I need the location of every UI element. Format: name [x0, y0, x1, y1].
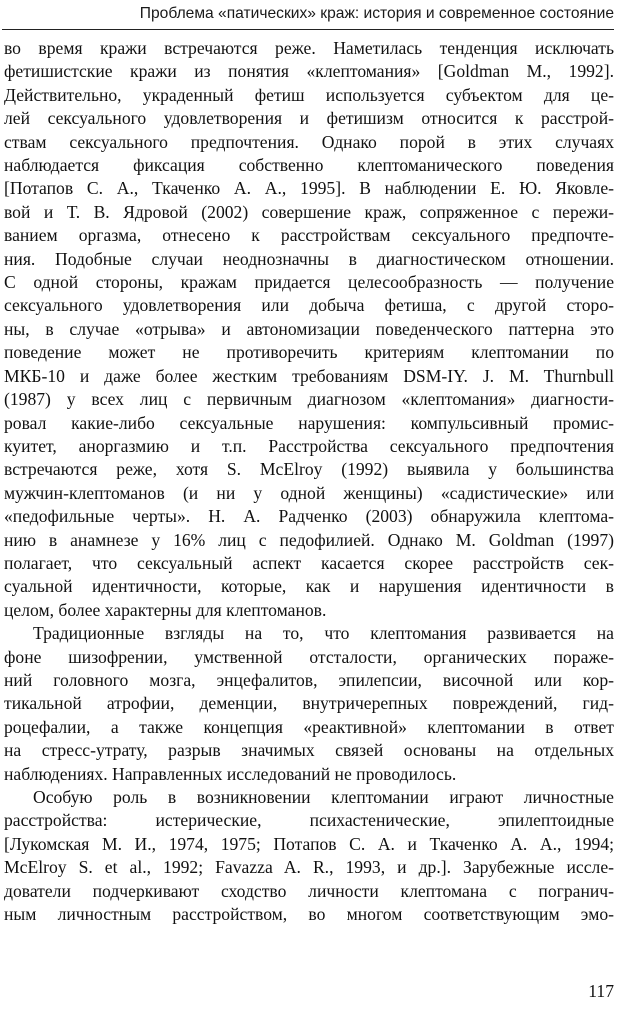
text-line: тикальной атрофии, деменции, внутричерепных повреждений, гид- [4, 693, 614, 714]
text-line: встречаются реже, хотя S. McElroy (1992) выявила у большинства [4, 459, 614, 480]
text-line: ствам сексуального предпочтения. Однако порой в этих случаях [4, 131, 614, 152]
paragraph-start-line: Особую роль в возникновении клептомании играют личностные [33, 787, 614, 807]
text-line: С одной стороны, кражам придается целесообразность — получение [4, 272, 614, 293]
text-line: во время кражи встречаются реже. Наметилась тенденция исключать [4, 38, 614, 58]
text-line: [Лукомская М. И., 1974, 1975; Потапов С. А. и Ткаченко А. А., 1994; [4, 833, 614, 854]
text-line: сексуального удовлетворения или добыча фетиша, с другой сторо- [4, 295, 614, 316]
text-line: суальной идентичности, которые, как и нарушения идентичности в [4, 576, 614, 597]
text-line: расстройства: истерические, психастенические, эпилептоидные [4, 810, 614, 831]
text-line: поведение может не противоречить критериям клептомании по [4, 342, 614, 363]
text-line: (1987) у всех лиц с первичным диагнозом «клептомания» диагности- [4, 389, 614, 410]
text-line: ванием оргазма, отнесено к расстройствам сексуального предпочте- [4, 225, 614, 246]
text-line: нию в анамнезе у 16% лиц с педофилией. Однако M. Goldman (1997) [4, 529, 614, 550]
text-line: ны, в случае «отрыва» и автономизации поведенческого паттерна это [4, 318, 614, 339]
text-line: ровал какие-либо сексуальные нарушения: компульсивный промис- [4, 412, 614, 433]
text-line: полагает, что сексуальный аспект касается скорее расстройств сек- [4, 552, 614, 573]
text-line: [Потапов С. А., Ткаченко А. А., 1995]. В наблюдении Е. Ю. Яковле- [4, 178, 614, 199]
text-line: МКБ-10 и даже более жестким требованиям DSM-IY. J. M. Thurnbull [4, 365, 614, 386]
text-line: «педофильные черты». Н. А. Радченко (2003) обнаружила клептома- [4, 506, 614, 527]
text-line: ным личностным расстройством, во многом соответствующим эмо- [4, 904, 614, 925]
text-line: куитет, аноргазмию и т.п. Расстройства сексуального предпочтения [4, 435, 614, 456]
text-line: McElroy S. et al., 1992; Favazza A. R., 1993, и др.]. Зарубежные иссле- [4, 857, 614, 878]
text-line: фоне шизофрении, умственной отсталости, органических пораже- [4, 646, 614, 667]
text-line: дователи подчеркивают сходство личности клептомана с погранич- [4, 880, 614, 901]
text-line: мужчин-клептоманов (и ни у одной женщины) «садистические» или [4, 482, 614, 503]
page-number: 117 [588, 981, 614, 1001]
text-line: Действительно, украденный фетиш используется субъектом для це- [4, 84, 614, 105]
text-line: фетишистские кражи из понятия «клептомания» [Goldman M., 1992]. [4, 61, 614, 82]
text-line: ний головного мозга, энцефалитов, эпилепсии, височной или кор- [4, 669, 614, 690]
paragraph-end-line: наблюдениях. Направленных исследований не проводилось. [4, 763, 457, 784]
text-line: роцефалии, а также концепция «реактивной» клептомании в ответ [4, 716, 614, 737]
paragraph-end-line: целом, более характерны для клептоманов. [4, 599, 327, 620]
text-line: наблюдается фиксация собственно клептоманического поведения [4, 155, 614, 176]
header-rule [2, 29, 614, 30]
body-text [4, 37, 614, 926]
text-line: вой и Т. В. Ядровой (2002) совершение краж, сопряженное с пережи- [4, 201, 614, 222]
paragraph-start-line: Традиционные взгляды на то, что клептомания развивается на [33, 623, 614, 644]
running-head: Проблема «патических» краж: история и современное состояние [139, 5, 614, 22]
text-line: на стресс-утрату, разрыв значимых связей основаны на отдельных [4, 740, 614, 761]
text-line: лей сексуального удовлетворения и фетишизм относится к расстрой- [4, 108, 614, 129]
text-line: ния. Подобные случаи неоднозначны в диагностическом отношении. [4, 248, 614, 269]
